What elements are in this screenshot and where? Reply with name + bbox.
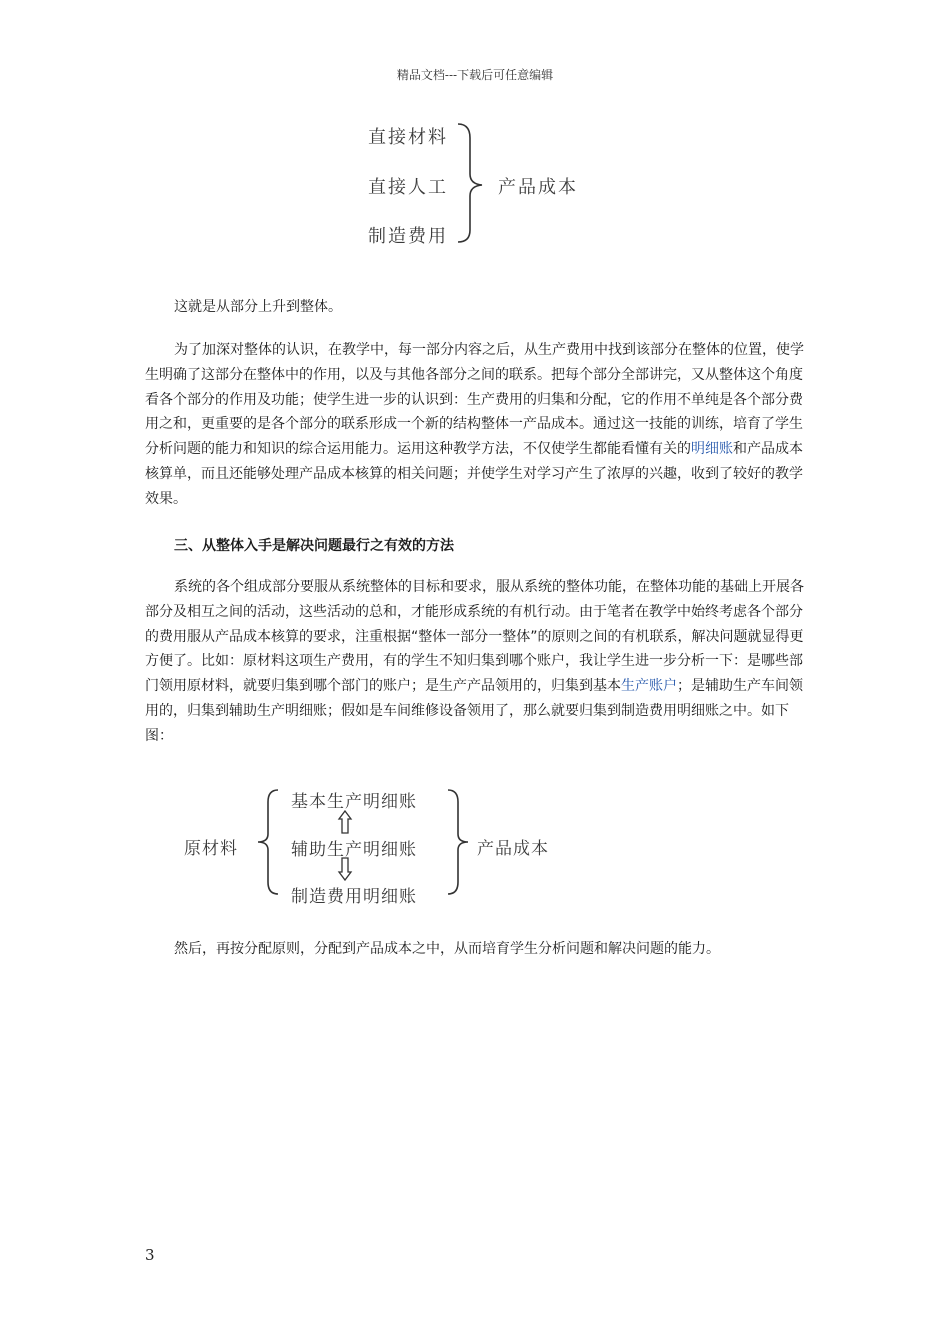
figure1-item-direct-labor: 直接人工 xyxy=(368,177,448,198)
paragraph-3-text-a: 系统的各个组成部分要服从系统整体的目标和要求，服从系统的整体功能，在整体功能的基础上开展各部分及相互之间的活动，这些活动的总和，才能形成系统的有机行动。由于笔者在教学中始终考虑各个部分的费用服从产品成本核算的要求，注重根据“整体一部分一整体”的原则之间的有机联系，解决问题就显得更方便了。比如：原材料这项生产费用，有的学生不知归集到哪个账户，我让学生进一步分析一下：是哪些部门领用原材料，就要归集到哪个部门的账户；是生产产品领用的，归集到基本 xyxy=(145,579,804,695)
paragraph-2-text-a: 为了加深对整体的认识，在教学中，每一部分内容之后，从生产费用中找到该部分在整体的位置，使学生明确了这部分在整体中的作用，以及与其他各部分之间的联系。把每个部分全部讲完，又从整体这个角度看各个部分的作用及功能；使学生进一步的认识到：生产费用的归集和分配，它的作用不单纯是各个部分费用之和，更重要的是各个部分的联系形成一个新的结构整体一产品成本。通过这一技能的训练，培育了学生分析问题的能力和知识的综合运用能力。运用这种教学方法，不仅使学生都能看懂有关的 xyxy=(145,342,804,458)
paragraph-2-text-b: 和产品成本核算单，而且还能够处理产品成本核算的相关问题；并使学生对学习产生了浓厚的兴趣，收到了较好的教学效果。 xyxy=(145,441,803,507)
paragraph-3-text-b: ；是辅助生产车间领用的，归集到辅助生产明细账；假如是车间维修设备领用了，那么就要归集到制造费用明细账之中。如下图： xyxy=(145,678,803,744)
figure2-item-basic-production: 基本生产明细账 xyxy=(291,792,417,812)
paragraph-2 xyxy=(145,338,805,512)
figure1-item-manufacturing-overhead: 制造费用 xyxy=(368,226,448,247)
figure2-result-product-cost: 产品成本 xyxy=(477,839,549,859)
down-arrow-icon xyxy=(338,857,352,881)
figure1-item-direct-materials: 直接材料 xyxy=(368,127,448,148)
right-brace-icon xyxy=(456,122,486,244)
paragraph-4: 然后，再按分配原则，分配到产品成本之中，从而培育学生分析问题和解决问题的能力。 xyxy=(174,941,720,957)
figure2-item-auxiliary-production: 辅助生产明细账 xyxy=(291,840,417,860)
link-production-account[interactable]: 生产账户 xyxy=(621,678,677,695)
link-ledger[interactable]: 明细账 xyxy=(691,441,733,458)
page-header: 精品文档---下载后可任意编辑 xyxy=(396,68,554,82)
right-brace-icon xyxy=(446,788,472,896)
up-arrow-icon xyxy=(338,810,352,834)
paragraph-1: 这就是从部分上升到整体。 xyxy=(174,299,342,315)
figure1-result-product-cost: 产品成本 xyxy=(498,177,578,198)
section-heading-3: 三、从整体入手是解决问题最行之有效的方法 xyxy=(174,538,454,554)
paragraph-3 xyxy=(145,575,805,749)
left-brace-icon xyxy=(256,788,282,896)
figure2-source-raw-materials: 原材料 xyxy=(184,839,238,859)
page-number: 3 xyxy=(145,1246,155,1264)
figure2-item-manufacturing-overhead: 制造费用明细账 xyxy=(291,887,417,907)
